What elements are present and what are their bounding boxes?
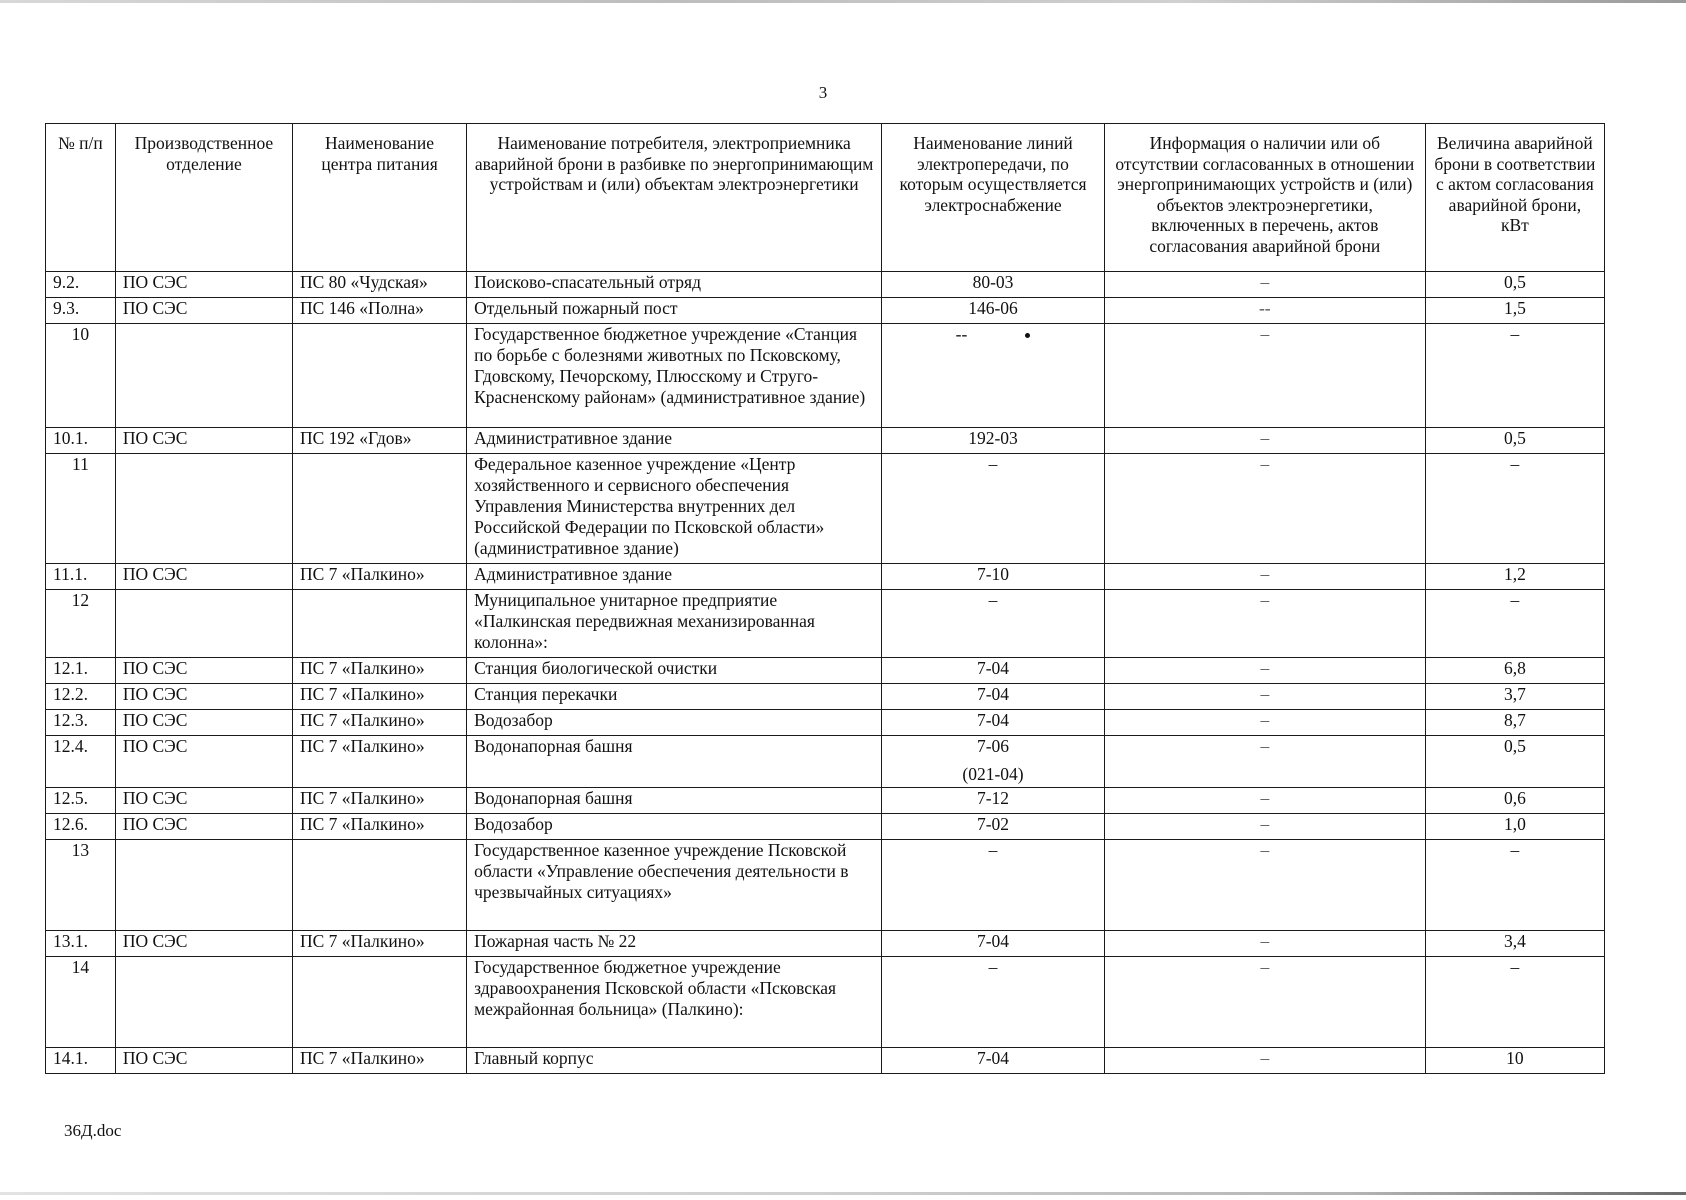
row-info: – <box>1104 840 1425 931</box>
row-value: 1,0 <box>1425 814 1604 840</box>
row-num: 12.1. <box>46 658 116 684</box>
row-info: – <box>1104 324 1425 428</box>
row-division <box>115 324 292 428</box>
header-power-center: Наименование центра питания <box>293 124 467 272</box>
table-header-row <box>46 124 1605 272</box>
row-power-center <box>293 840 467 931</box>
row-info: – <box>1104 658 1425 684</box>
row-consumer: Государственное бюджетное учреждение здравоохранения Псковской области «Псковская межрайонная больница» (Палкино): <box>467 957 882 1048</box>
row-consumer: Государственное казенное учреждение Псковской области «Управление обеспечения деятельности в чрезвычайных ситуациях» <box>467 840 882 931</box>
row-info: – <box>1104 684 1425 710</box>
row-num: 13.1. <box>46 931 116 957</box>
row-value: – <box>1425 590 1604 658</box>
row-value: 6,8 <box>1425 658 1604 684</box>
row-value: 8,7 <box>1425 710 1604 736</box>
row-division: ПО СЭС <box>115 788 292 814</box>
row-power-center: ПС 80 «Чудская» <box>293 272 467 298</box>
row-num: 12.3. <box>46 710 116 736</box>
row-consumer: Поисково-спасательный отряд <box>467 272 882 298</box>
row-num: 12.5. <box>46 788 116 814</box>
row-consumer: Водонапорная башня <box>467 788 882 814</box>
row-division: ПО СЭС <box>115 428 292 454</box>
row-power-center <box>293 324 467 428</box>
row-value: – <box>1425 324 1604 428</box>
row-consumer: Административное здание <box>467 564 882 590</box>
row-power-center: ПС 7 «Палкино» <box>293 814 467 840</box>
header-info: Информация о наличии или об отсутствии согласованных в отношении энергопринимающих устройств и (или) объектов электроэнергетики, включенных в перечень, актов согласования аварийной брони <box>1104 124 1425 272</box>
row-consumer: Главный корпус <box>467 1048 882 1074</box>
row-num: 13 <box>46 840 116 931</box>
row-division <box>115 590 292 658</box>
row-line <box>882 736 1105 788</box>
row-division: ПО СЭС <box>115 814 292 840</box>
scan-edge-bottom <box>0 1192 1686 1195</box>
table-row <box>46 710 1605 736</box>
table-row <box>46 564 1605 590</box>
row-consumer: Станция биологической очистки <box>467 658 882 684</box>
row-consumer: Федеральное казенное учреждение «Центр хозяйственного и сервисного обеспечения Управления Министерства внутренних дел Российской Федерации по Псковской области» (административное здание) <box>467 454 882 564</box>
row-line: 7-04 <box>882 710 1105 736</box>
table-row <box>46 428 1605 454</box>
row-value: 1,5 <box>1425 298 1604 324</box>
table-row <box>46 454 1605 564</box>
row-power-center: ПС 7 «Палкино» <box>293 1048 467 1074</box>
row-line: – <box>882 957 1105 1048</box>
row-value: 1,2 <box>1425 564 1604 590</box>
row-line: 7-10 <box>882 564 1105 590</box>
row-info: -- <box>1104 298 1425 324</box>
row-division: ПО СЭС <box>115 272 292 298</box>
row-division: ПО СЭС <box>115 736 292 788</box>
row-num: 14.1. <box>46 1048 116 1074</box>
header-value: Величина аварийной брони в соответствии с актом согласования аварийной брони, кВт <box>1425 124 1604 272</box>
header-consumer: Наименование потребителя, электроприемника аварийной брони в разбивке по энергопринимающим устройствам и (или) объектам электроэнергетики <box>467 124 882 272</box>
row-consumer: Отдельный пожарный пост <box>467 298 882 324</box>
row-line: – <box>882 590 1105 658</box>
row-line: 7-04 <box>882 684 1105 710</box>
row-division: ПО СЭС <box>115 564 292 590</box>
row-consumer: Административное здание <box>467 428 882 454</box>
row-num: 10.1. <box>46 428 116 454</box>
row-num: 11.1. <box>46 564 116 590</box>
row-line: 7-02 <box>882 814 1105 840</box>
row-consumer: Муниципальное унитарное предприятие «Палкинская передвижная механизированная колонна»: <box>467 590 882 658</box>
row-power-center: ПС 7 «Палкино» <box>293 710 467 736</box>
row-division: ПО СЭС <box>115 298 292 324</box>
row-line: 7-04 <box>882 1048 1105 1074</box>
row-value: 0,5 <box>1425 428 1604 454</box>
row-line-sub: (021-04) <box>962 764 1024 784</box>
header-lines: Наименование линий электропередачи, по которым осуществляется электроснабжение <box>882 124 1105 272</box>
row-line: 80-03 <box>882 272 1105 298</box>
table-row <box>46 736 1605 788</box>
row-division: ПО СЭС <box>115 658 292 684</box>
row-info: – <box>1104 957 1425 1048</box>
row-power-center: ПС 7 «Палкино» <box>293 658 467 684</box>
row-power-center: ПС 146 «Полна» <box>293 298 467 324</box>
row-value: 3,4 <box>1425 931 1604 957</box>
table-row <box>46 814 1605 840</box>
row-num: 10 <box>46 324 116 428</box>
row-line: 146-06 <box>882 298 1105 324</box>
row-line: – <box>882 840 1105 931</box>
row-division: ПО СЭС <box>115 710 292 736</box>
row-power-center: ПС 7 «Палкино» <box>293 736 467 788</box>
table-row <box>46 272 1605 298</box>
table-row <box>46 931 1605 957</box>
row-consumer: Водозабор <box>467 710 882 736</box>
row-line: 7-04 <box>882 931 1105 957</box>
footer-file-name: 36Д.doc <box>64 1121 122 1140</box>
row-division <box>115 454 292 564</box>
row-num: 11 <box>46 454 116 564</box>
row-division: ПО СЭС <box>115 684 292 710</box>
row-consumer: Водонапорная башня <box>467 736 882 788</box>
row-power-center: ПС 192 «Гдов» <box>293 428 467 454</box>
table-row <box>46 590 1605 658</box>
row-num: 14 <box>46 957 116 1048</box>
row-info: – <box>1104 272 1425 298</box>
table-row <box>46 658 1605 684</box>
row-power-center <box>293 454 467 564</box>
row-value: – <box>1425 840 1604 931</box>
row-consumer: Пожарная часть № 22 <box>467 931 882 957</box>
row-power-center <box>293 590 467 658</box>
row-info: – <box>1104 814 1425 840</box>
row-line: – <box>882 454 1105 564</box>
table-row <box>46 1048 1605 1074</box>
row-line: 7-04 <box>882 658 1105 684</box>
table-row <box>46 788 1605 814</box>
row-line: 7-12 <box>882 788 1105 814</box>
row-division: ПО СЭС <box>115 931 292 957</box>
row-num: 9.2. <box>46 272 116 298</box>
row-num: 12.6. <box>46 814 116 840</box>
header-num: № п/п <box>46 124 116 272</box>
row-power-center: ПС 7 «Палкино» <box>293 564 467 590</box>
row-value: – <box>1425 454 1604 564</box>
row-num: 12 <box>46 590 116 658</box>
table-row <box>46 684 1605 710</box>
row-power-center <box>293 957 467 1048</box>
row-info: – <box>1104 1048 1425 1074</box>
row-line: 192-03 <box>882 428 1105 454</box>
row-consumer: Станция перекачки <box>467 684 882 710</box>
row-consumer: Водозабор <box>467 814 882 840</box>
row-num: 12.2. <box>46 684 116 710</box>
table-row <box>46 957 1605 1048</box>
row-info: – <box>1104 590 1425 658</box>
row-info: – <box>1104 428 1425 454</box>
row-line-text: 7-06 <box>976 736 1010 756</box>
scan-edge-top <box>0 0 1686 3</box>
row-num: 12.4. <box>46 736 116 788</box>
row-power-center: ПС 7 «Палкино» <box>293 788 467 814</box>
row-info: – <box>1104 710 1425 736</box>
row-division <box>115 840 292 931</box>
table-row <box>46 840 1605 931</box>
emergency-reserve-table <box>45 123 1605 1074</box>
row-info: – <box>1104 788 1425 814</box>
page-number: 3 <box>818 83 828 102</box>
row-num: 9.3. <box>46 298 116 324</box>
row-info: – <box>1104 564 1425 590</box>
row-value: 0,5 <box>1425 736 1604 788</box>
row-power-center: ПС 7 «Палкино» <box>293 684 467 710</box>
table-row <box>46 324 1605 428</box>
row-line <box>882 324 1105 428</box>
row-division: ПО СЭС <box>115 1048 292 1074</box>
row-power-center: ПС 7 «Палкино» <box>293 931 467 957</box>
row-info: – <box>1104 931 1425 957</box>
row-info: – <box>1104 454 1425 564</box>
row-consumer: Государственное бюджетное учреждение «Станция по борьбе с болезнями животных по Псковскому, Гдовскому, Печорскому, Плюсскому и Струго-Красненскому районам» (административное здание) <box>467 324 882 428</box>
row-line-text: -- <box>955 324 968 344</box>
row-value: – <box>1425 957 1604 1048</box>
row-value: 0,6 <box>1425 788 1604 814</box>
row-info: – <box>1104 736 1425 788</box>
header-division: Производственное отделение <box>115 124 292 272</box>
row-value: 3,7 <box>1425 684 1604 710</box>
row-division <box>115 957 292 1048</box>
scan-dot <box>1025 333 1030 338</box>
row-value: 10 <box>1425 1048 1604 1074</box>
table-row <box>46 298 1605 324</box>
row-value: 0,5 <box>1425 272 1604 298</box>
